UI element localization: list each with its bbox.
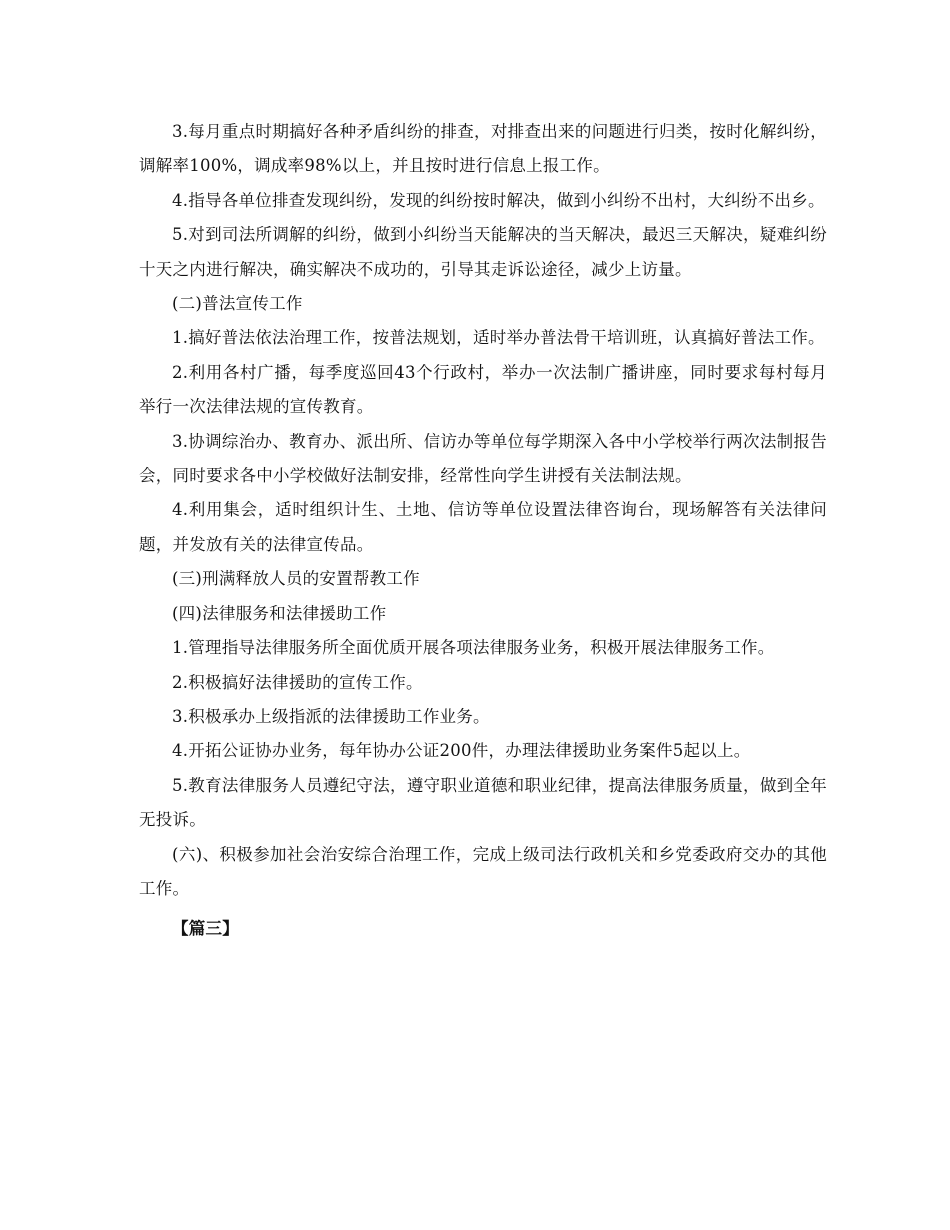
section-heading: (二)普法宣传工作 (172, 294, 303, 314)
paragraph: (六)、积极参加社会治安综合治理工作，完成上级司法行政机关和乡党委政府交办的其他工作。 (139, 844, 827, 898)
paragraph: 4.开拓公证协办业务，每年协办公证200件，办理法律援助业务案件5起以上。 (172, 741, 751, 761)
paragraph: 1.管理指导法律服务所全面优质开展各项法律服务业务，积极开展法律服务工作。 (172, 638, 775, 658)
paragraph: 5.教育法律服务人员遵纪守法，遵守职业道德和职业纪律，提高法律服务质量，做到全年无投诉。 (139, 775, 827, 830)
document-body (139, 115, 827, 947)
paragraph: 3.每月重点时期搞好各种矛盾纠纷的排查，对排查出来的问题进行归类，按时化解纠纷，调解率100%，调成率98%以上，并且按时进行信息上报工作。 (139, 122, 827, 176)
section-heading: (三)刑满释放人员的安置帮教工作 (172, 569, 420, 589)
paragraph: 2.利用各村广播，每季度巡回43个行政村，举办一次法制广播讲座，同时要求每村每月举行一次法律法规的宣传教育。 (139, 362, 827, 417)
paragraph: 3.协调综治办、教育办、派出所、信访办等单位每学期深入各中小学校举行两次法制报告会，同时要求各中小学校做好法制安排，经常性向学生讲授有关法制法规。 (139, 431, 827, 486)
paragraph: 1.搞好普法依法治理工作，按普法规划，适时举办普法骨干培训班，认真搞好普法工作。 (172, 328, 825, 348)
paragraph: 3.积极承办上级指派的法律援助工作业务。 (172, 706, 490, 726)
paragraph: 4.指导各单位排查发现纠纷，发现的纠纷按时解决，做到小纠纷不出村，大纠纷不出乡。 (172, 190, 825, 210)
section-heading: (四)法律服务和法律援助工作 (172, 603, 387, 623)
section-mark: 【篇三】 (172, 919, 239, 939)
paragraph: 5.对到司法所调解的纠纷，做到小纠纷当天能解决的当天解决，最迟三天解决，疑难纠纷十天之内进行解决，确实解决不成功的，引导其走诉讼途径，减少上访量。 (139, 225, 827, 279)
paragraph: 4.利用集会，适时组织计生、土地、信访等单位设置法律咨询台，现场解答有关法律问题，并发放有关的法律宣传品。 (139, 500, 827, 554)
paragraph: 2.积极搞好法律援助的宣传工作。 (172, 672, 423, 692)
